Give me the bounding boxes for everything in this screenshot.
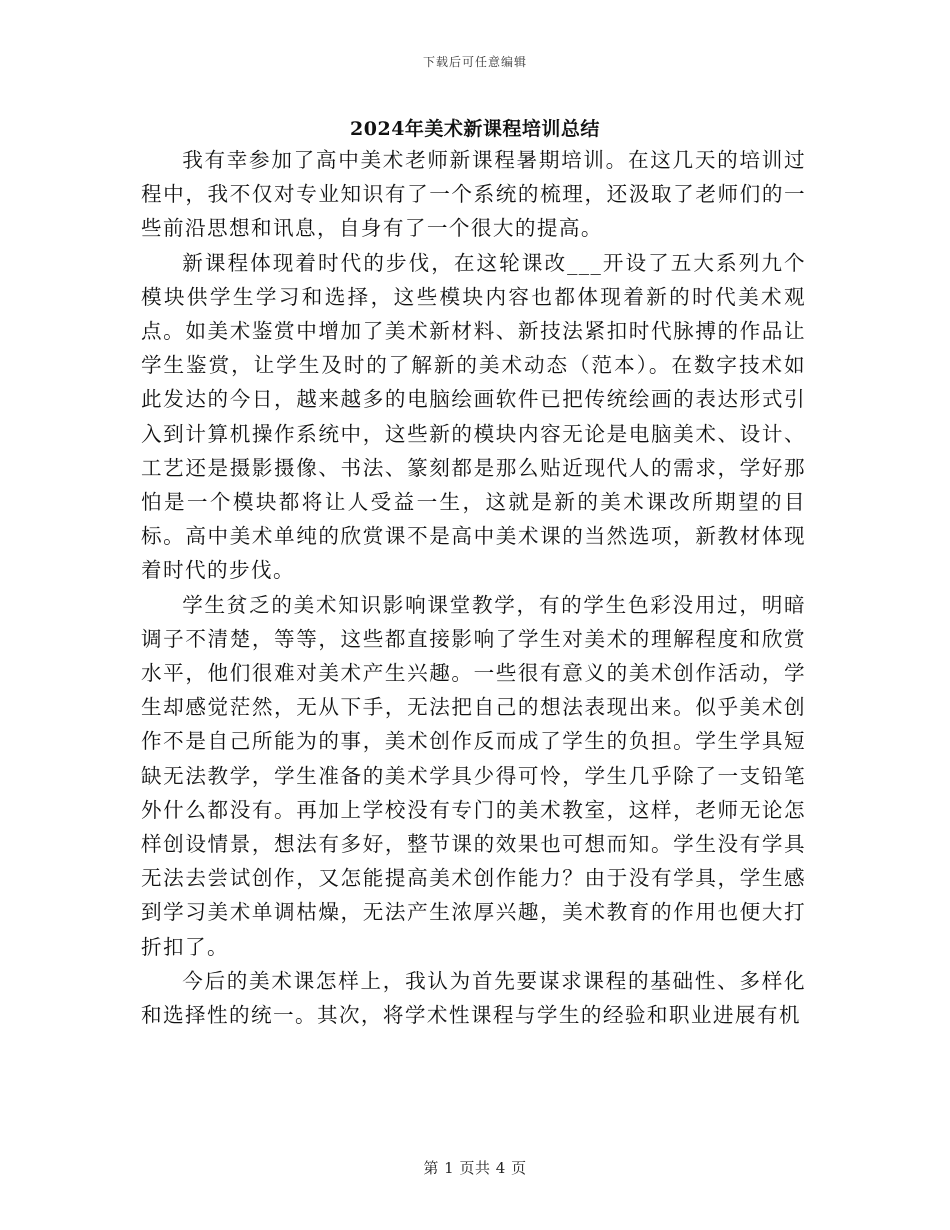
document-body xyxy=(141,143,806,1032)
body-paragraph-3: 学生贫乏的美术知识影响课堂教学，有的学生色彩没用过，明暗调子不清楚，等等，这些都直接影响了学生对美术的理解程度和欣赏水平，他们很难对美术产生兴趣。一些很有意义的美术创作活动，学生却感觉茫然，无从下手，无法把自己的想法表现出来。似乎美术创作不是自己所能为的事，美术创作反而成了学生的负担。学生学具短缺无法教学，学生准备的美术学具少得可怜，学生几乎除了一支铅笔外什么都没有。再加上学校没有专门的美术教室，这样，老师无论怎样创设情景，想法有多好，整节课的效果也可想而知。学生没有学具无法去尝试创作，又怎能提高美术创作能力？由于没有学具，学生感到学习美术单调枯燥，无法产生浓厚兴趣，美术教育的作用也便大打折扣了。 xyxy=(141,592,806,959)
body-paragraph-1: 我有幸参加了高中美术老师新课程暑期培训。在这几天的培训过程中，我不仅对专业知识有了一个系统的梳理，还汲取了老师们的一些前沿思想和讯息，自身有了一个很大的提高。 xyxy=(141,148,806,241)
page-number-footer: 第 1 页共 4 页 xyxy=(423,1159,527,1177)
body-paragraph-4: 今后的美术课怎样上，我认为首先要谋求课程的基础性、多样化和选择性的统一。其次，将学术性课程与学生的经验和职业进展有机 xyxy=(141,968,806,1028)
document-title: 2024年美术新课程培训总结 xyxy=(350,118,600,140)
body-paragraph-2: 新课程体现着时代的步伐，在这轮课改___开设了五大系列九个模块供学生学习和选择，这些模块内容也都体现着新的时代美术观点。如美术鉴赏中增加了美术新材料、新技法紧扣时代脉搏的作品让学生鉴赏，让学生及时的了解新的美术动态（范本）。在数字技术如此发达的今日，越来越多的电脑绘画软件已把传统绘画的表达形式引入到计算机操作系统中，这些新的模块内容无论是电脑美术、设计、工艺还是摄影摄像、书法、篆刻都是那么贴近现代人的需求，学好那怕是一个模块都将让人受益一生，这就是新的美术课改所期望的目标。高中美术单纯的欣赏课不是高中美术课的当然选项，新教材体现着时代的步伐。 xyxy=(141,250,806,583)
page-header-note: 下载后可任意编辑 xyxy=(422,55,527,69)
